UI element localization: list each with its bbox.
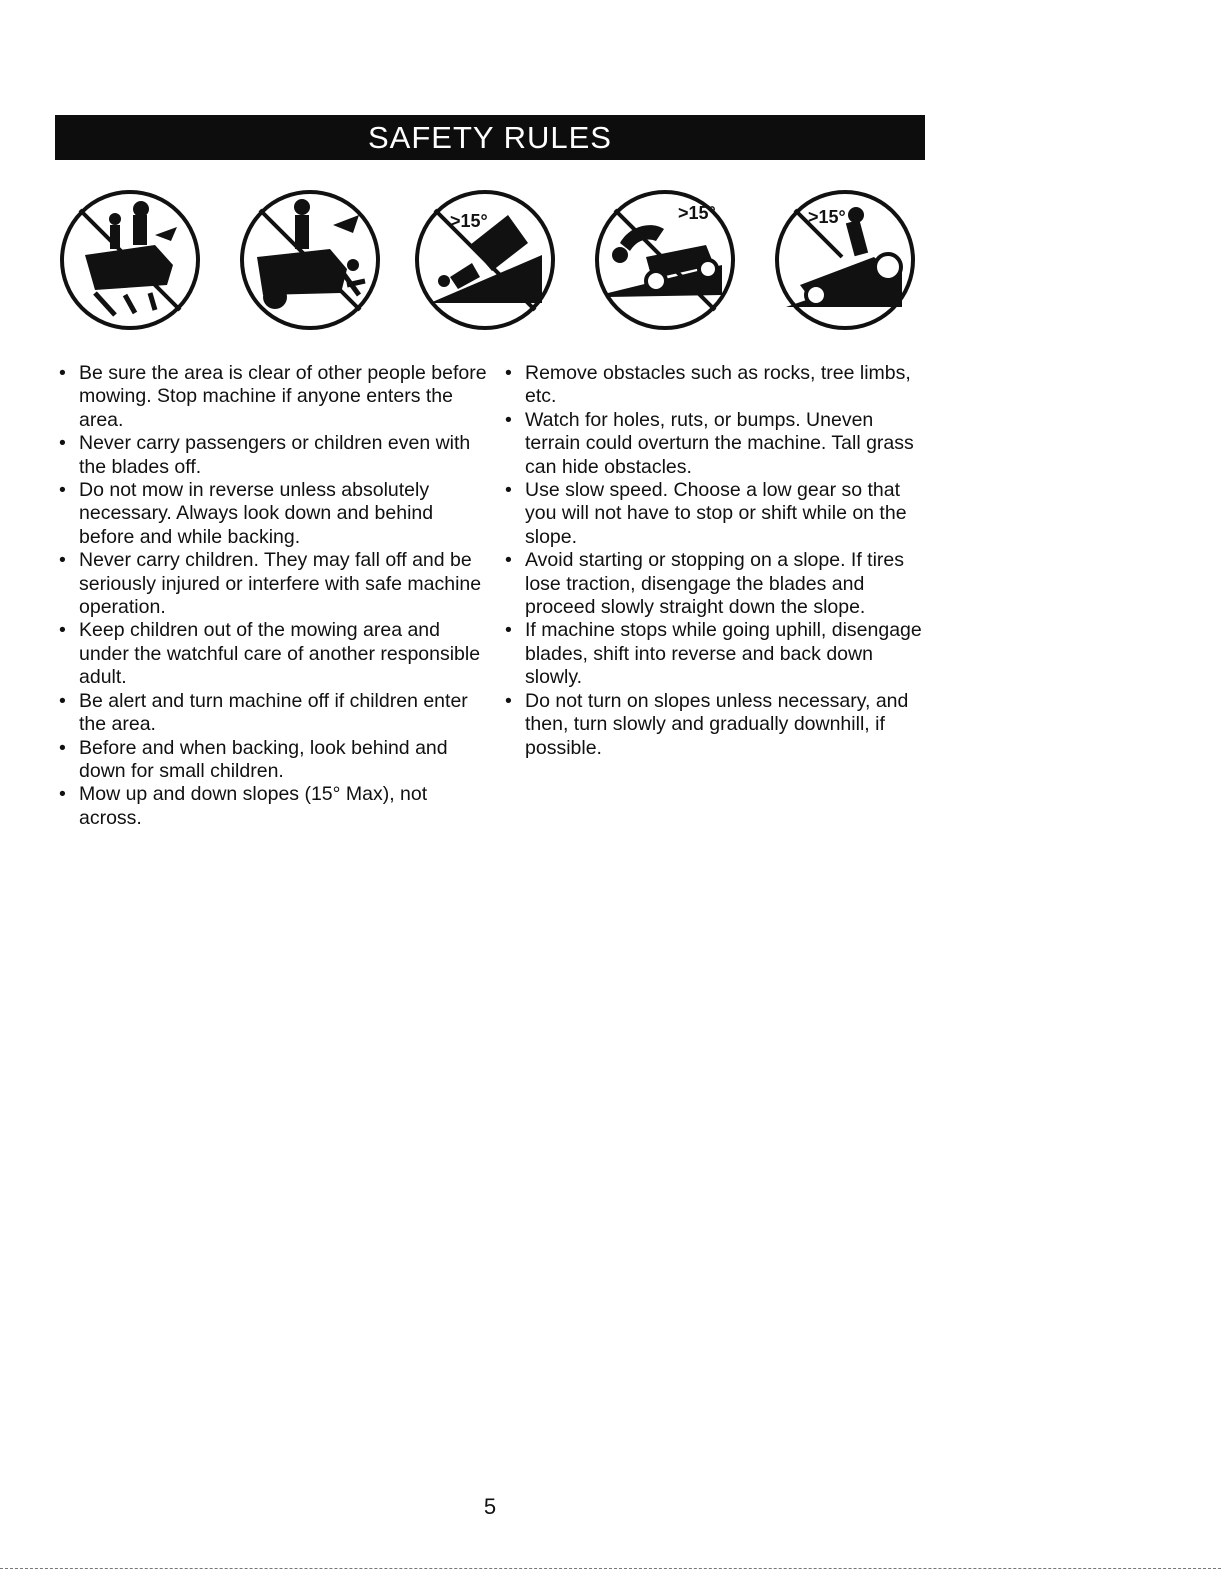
right-rules-list xyxy=(505,362,925,760)
list-item: • Be sure the area is clear of other people before mowing. Stop machine if anyone enters the area. xyxy=(59,362,489,432)
slope-angle-label: >15° xyxy=(678,203,716,223)
section-title: SAFETY RULES xyxy=(367,119,612,155)
slope-rollover-icon xyxy=(410,185,560,335)
list-item: • Keep children out of the mowing area and under the watchful care of another responsible adult. xyxy=(59,619,489,689)
list-item: • Never carry children. They may fall off and be seriously injured or interfere with safe machine operation. xyxy=(59,549,489,619)
list-item: • Avoid starting or stopping on a slope. If tires lose traction, disengage the blades and proceed slowly straight down the slope. xyxy=(505,549,925,619)
section-title-bar xyxy=(55,115,925,160)
list-item: • If machine stops while going uphill, disengage blades, shift into reverse and back down slowly. xyxy=(505,619,925,689)
footer-divider xyxy=(0,1568,1221,1569)
slope-angle-label: >15° xyxy=(808,207,846,227)
list-item: • Do not turn on slopes unless necessary, and then, turn slowly and gradually downhill, if possible. xyxy=(505,690,925,760)
list-item: • Mow up and down slopes (15° Max), not across. xyxy=(59,783,489,830)
slope-tip-backward-icon xyxy=(590,185,740,335)
list-item: • Before and when backing, look behind and down for small children. xyxy=(59,737,489,784)
left-rules-list xyxy=(59,362,489,830)
safety-pictogram-row xyxy=(55,185,925,345)
slope-angle-label: >15° xyxy=(450,211,488,231)
list-item: • Be alert and turn machine off if children enter the area. xyxy=(59,690,489,737)
list-item: • Watch for holes, ruts, or bumps. Uneven terrain could overturn the machine. Tall grass can hide obstacles. xyxy=(505,409,925,479)
no-children-near-mower-icon xyxy=(235,185,385,335)
no-passengers-icon xyxy=(55,185,205,335)
list-item: • Do not mow in reverse unless absolutely necessary. Always look down and behind before and while backing. xyxy=(59,479,489,549)
list-item: • Remove obstacles such as rocks, tree limbs, etc. xyxy=(505,362,925,409)
list-item: • Use slow speed. Choose a low gear so that you will not have to stop or shift while on the slope. xyxy=(505,479,925,549)
page-number: 5 xyxy=(483,1494,497,1519)
mower-uphill-slope-icon xyxy=(770,185,920,335)
list-item: • Never carry passengers or children even with the blades off. xyxy=(59,432,489,479)
